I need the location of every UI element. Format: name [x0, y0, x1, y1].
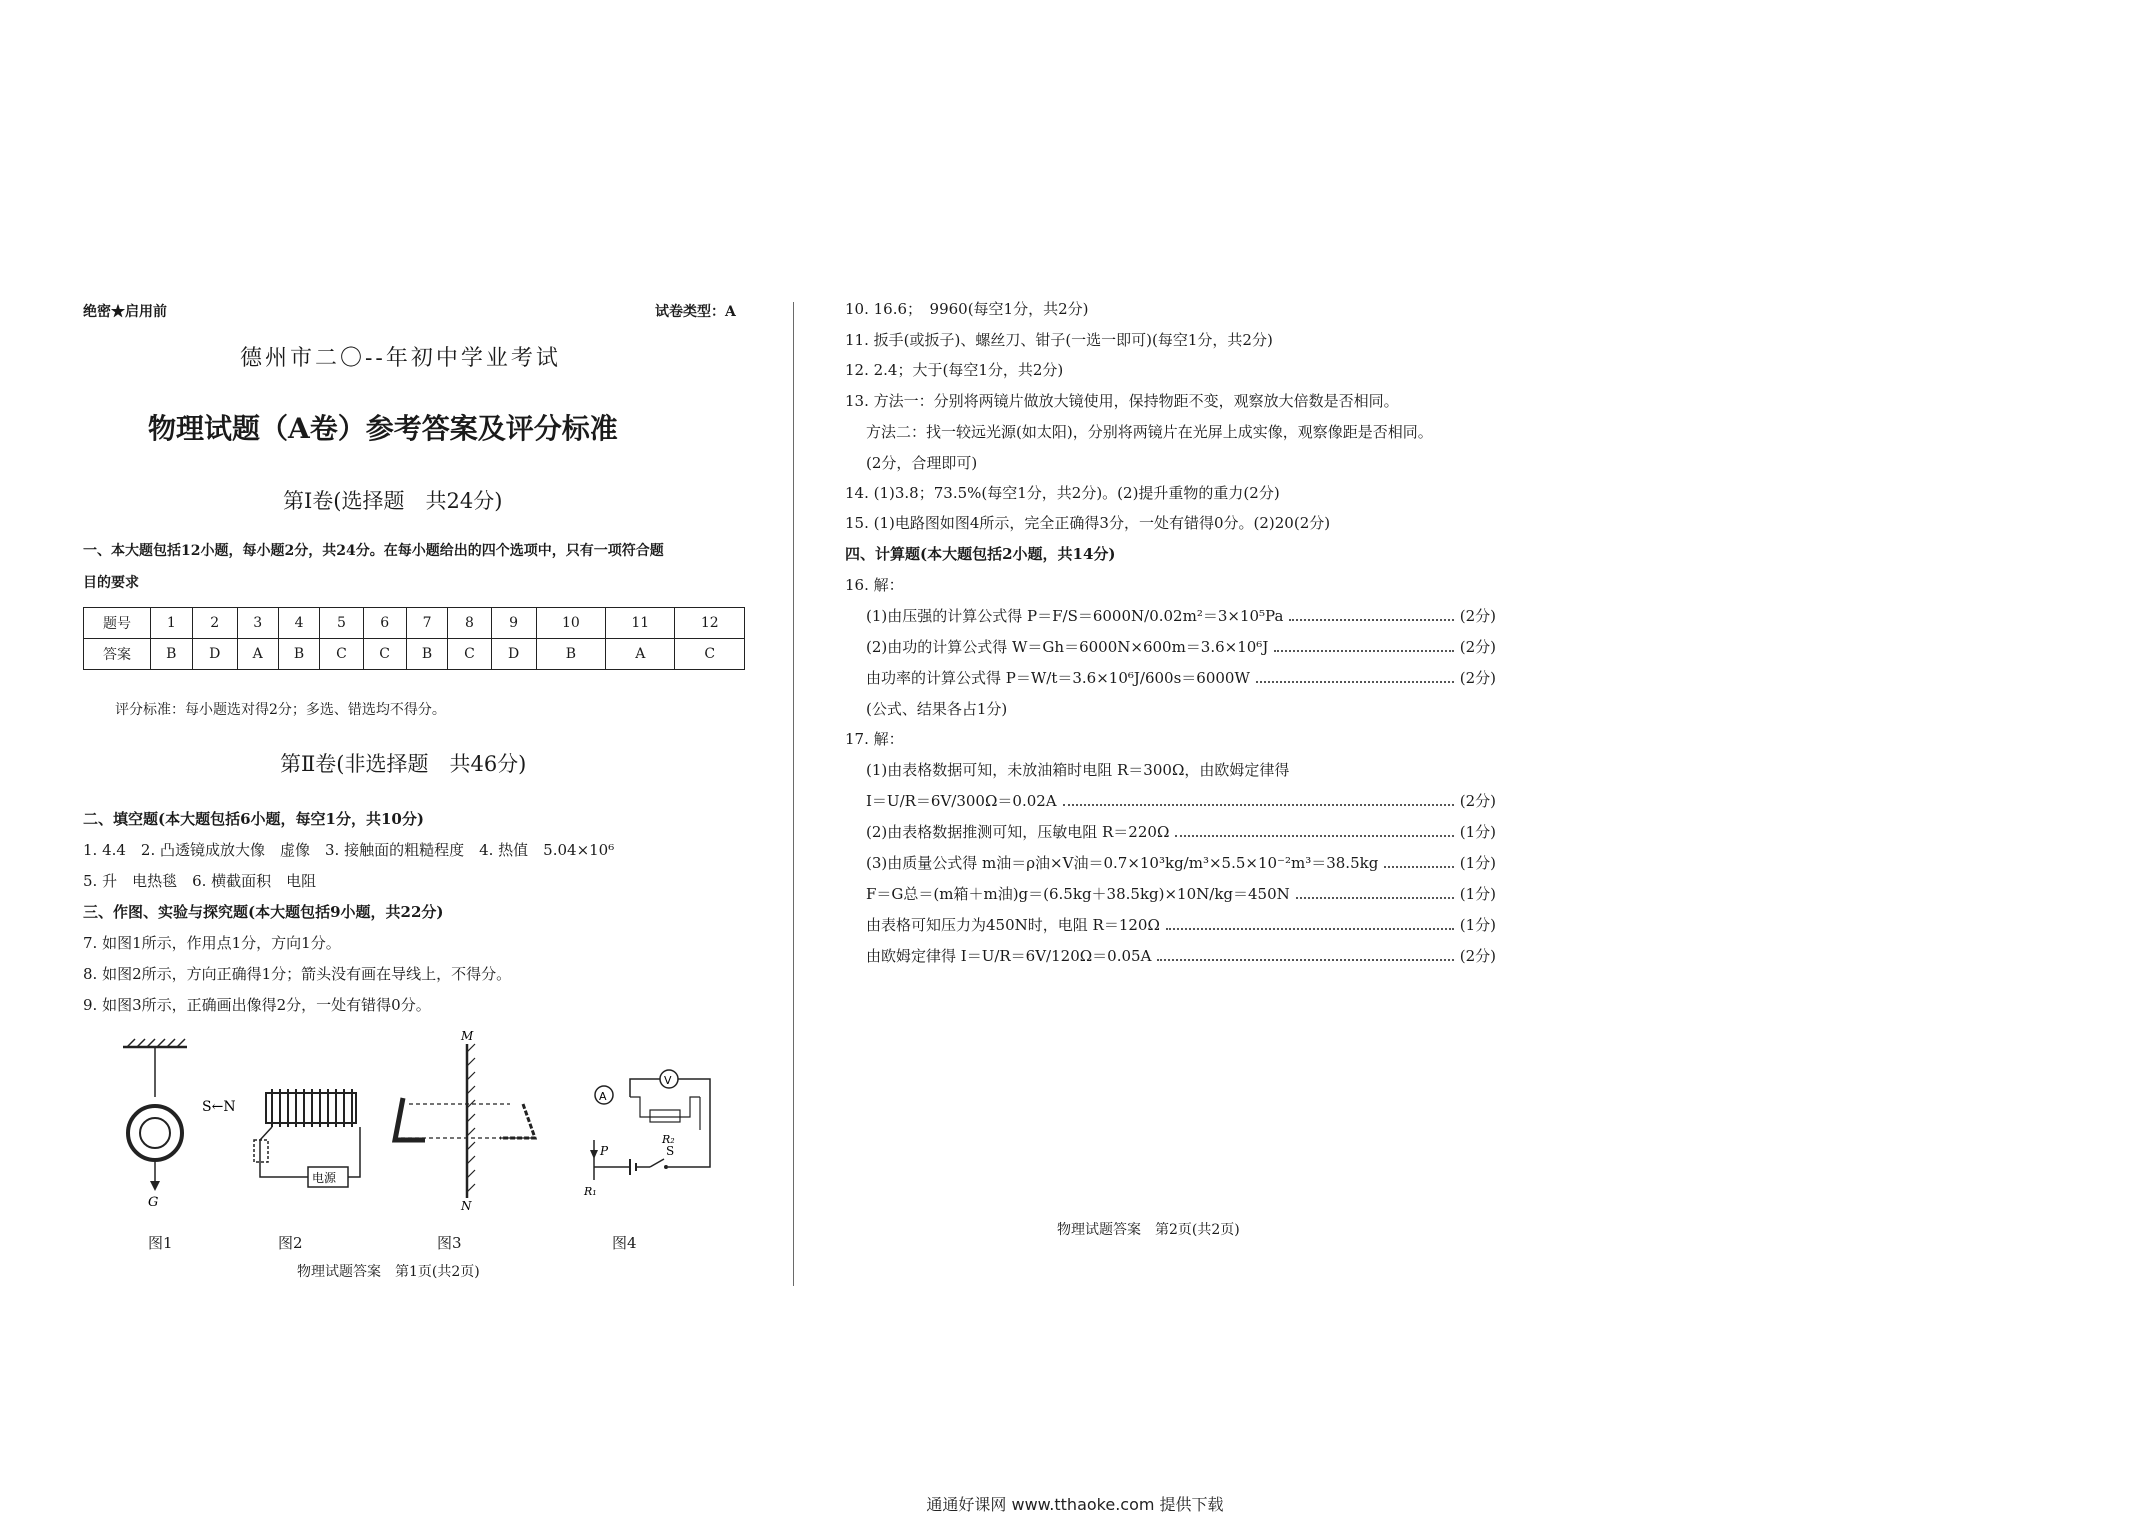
q16-step: [866, 668, 1496, 689]
table-row: [84, 639, 745, 670]
q17-step: [866, 946, 1496, 967]
table-cell: A: [606, 639, 675, 670]
answer-line-13b: 方法二：找一较远光源(如太阳)，分别将两镜片在光屏上成实像，观察像距是否相同。: [866, 423, 1433, 441]
q16-heading: 16. 解：: [845, 576, 904, 594]
table-cell: B: [151, 639, 193, 670]
step-text: (3)由质量公式得 m油＝ρ油×V油＝0.7×10³kg/m³×5.5×10⁻²m³＝38.5kg: [866, 854, 1379, 872]
table-cell: 1: [151, 608, 193, 639]
figure-4-circuit: [580, 1055, 730, 1200]
step-score: (1分): [1459, 916, 1496, 934]
step-text: 由欧姆定律得 I＝U/R＝6V/120Ω＝0.05A: [866, 947, 1152, 965]
table-cell: C: [448, 639, 491, 670]
fig3-caption: 图3: [437, 1234, 462, 1252]
figure-2-coil: [200, 1085, 375, 1195]
step-text: (1)由压强的计算公式得 P＝F/S＝6000N/0.02m²＝3×10⁵Pa: [866, 607, 1284, 625]
answer-line: 9. 如图3所示，正确画出像得2分，一处有错得0分。: [83, 996, 431, 1014]
table-cell: B: [406, 639, 448, 670]
step-score: (2分): [1459, 792, 1496, 810]
step-text: 由功率的计算公式得 P＝W/t＝3.6×10⁶J/600s＝6000W: [866, 669, 1250, 687]
fig4-s-label: S: [666, 1144, 675, 1158]
q17-heading: 17. 解：: [845, 730, 904, 748]
table-cell: C: [675, 639, 745, 670]
fig2-caption: 图2: [278, 1234, 303, 1252]
table-cell: D: [491, 639, 536, 670]
table-cell: A: [237, 639, 278, 670]
fig4-caption: 图4: [612, 1234, 637, 1252]
scoring-note: 评分标准：每小题选对得2分；多选、错选均不得分。: [115, 702, 446, 718]
table-cell: C: [320, 639, 363, 670]
answer-line: 7. 如图1所示，作用点1分，方向1分。: [83, 934, 341, 952]
step-text: (2)由功的计算公式得 W＝Gh＝6000N×600m＝3.6×10⁶J: [866, 638, 1269, 656]
fig2-power-label: 电源: [312, 1171, 337, 1185]
fig2-sn-label: S←N: [202, 1099, 236, 1115]
table-cell: 7: [406, 608, 448, 639]
q17-step: [866, 822, 1496, 843]
step-score: (2分): [1459, 638, 1496, 656]
step-text: 由表格可知压力为450N时，电阻 R＝120Ω: [866, 916, 1160, 934]
answer-table: [83, 607, 745, 670]
q17-step: [866, 915, 1496, 936]
q17-step: [866, 853, 1496, 874]
table-cell: B: [278, 639, 320, 670]
answer-line-13c: (2分，合理即可): [866, 454, 978, 472]
section1-line1: 一、本大题包括12小题，每小题2分，共24分。在每小题给出的四个选项中，只有一项符合题: [83, 543, 664, 559]
section3-heading: 三、作图、实验与探究题(本大题包括9小题，共22分): [83, 903, 444, 921]
answer-line-14: 14. (1)3.8；73.5%(每空1分，共2分)。(2)提升重物的重力(2分): [845, 484, 1280, 502]
table-cell: B: [536, 639, 605, 670]
step-score: (1分): [1459, 854, 1496, 872]
q16-step: [866, 637, 1496, 658]
fig1-g-label: G: [148, 1195, 159, 1210]
answer-line-12: 12. 2.4；大于(每空1分，共2分): [845, 361, 1064, 379]
table-cell: 4: [278, 608, 320, 639]
figure-1-pendulum: [115, 1035, 195, 1210]
section4-heading: 四、计算题(本大题包括2小题，共14分): [845, 545, 1116, 563]
table-header-cell: 题号: [84, 608, 151, 639]
answer-line: 8. 如图2所示，方向正确得1分；箭头没有画在导线上，不得分。: [83, 965, 512, 983]
header-right: 试卷类型：A: [655, 304, 736, 320]
fig4-p-label: P: [600, 1144, 609, 1158]
figure-3-mirror: [385, 1028, 550, 1213]
table-header-cell: 答案: [84, 639, 151, 670]
step-score: (2分): [1459, 669, 1496, 687]
q17-intro: (1)由表格数据可知，未放油箱时电阻 R＝300Ω，由欧姆定律得: [866, 761, 1290, 779]
answer-line: 5. 升 电热毯 6. 横截面积 电阻: [83, 872, 317, 890]
fig4-voltmeter-label: V: [664, 1074, 672, 1087]
page-divider: [793, 302, 794, 1286]
site-footer: 通通好课网 www.tthaoke.com 提供下载: [926, 1495, 1224, 1514]
exam-line: 德州市二〇--年初中学业考试: [240, 346, 561, 371]
fig4-r2-label: R₂: [662, 1133, 675, 1146]
table-cell: 3: [237, 608, 278, 639]
table-cell: 2: [192, 608, 237, 639]
step-score: (1分): [1459, 823, 1496, 841]
table-cell: 8: [448, 608, 491, 639]
table-row: [84, 608, 745, 639]
step-text: F＝G总＝(m箱＋m油)g＝(6.5kg＋38.5kg)×10N/kg＝450N: [866, 885, 1290, 903]
table-cell: 6: [363, 608, 406, 639]
header-left: 绝密★启用前: [83, 304, 167, 320]
fig3-n-label: N: [461, 1199, 472, 1213]
table-cell: 5: [320, 608, 363, 639]
step-text: (2)由表格数据推测可知，压敏电阻 R＝220Ω: [866, 823, 1170, 841]
q17-step: [866, 884, 1496, 905]
part2-heading: 第Ⅱ卷(非选择题 共46分): [280, 752, 527, 776]
table-cell: D: [192, 639, 237, 670]
part1-heading: 第Ⅰ卷(选择题 共24分): [283, 489, 503, 513]
left-page-footer: 物理试题答案 第1页(共2页): [297, 1264, 480, 1280]
fig4-r1-label: R₁: [584, 1185, 597, 1198]
answer-line-11: 11. 扳手(或扳子)、螺丝刀、钳子(一选一即可)(每空1分，共2分): [845, 331, 1273, 349]
step-text: I＝U/R＝6V/300Ω＝0.02A: [866, 792, 1057, 810]
table-cell: 10: [536, 608, 605, 639]
table-cell: C: [363, 639, 406, 670]
q17-step: [866, 791, 1496, 812]
answer-line-13a: 13. 方法一：分别将两镜片做放大镜使用，保持物距不变，观察放大倍数是否相同。: [845, 392, 1399, 410]
main-title: 物理试题（A卷）参考答案及评分标准: [148, 412, 618, 445]
answer-line-15: 15. (1)电路图如图4所示，完全正确得3分，一处有错得0分。(2)20(2分): [845, 514, 1331, 532]
q16-note: (公式、结果各占1分): [866, 700, 1008, 718]
answer-line: 1. 4.4 2. 凸透镜成放大像 虚像 3. 接触面的粗糙程度 4. 热值 5.04×10⁶: [83, 841, 615, 859]
section2-heading: 二、填空题(本大题包括6小题，每空1分，共10分): [83, 810, 424, 828]
fig1-caption: 图1: [148, 1234, 173, 1252]
answer-line-10: 10. 16.6； 9960(每空1分，共2分): [845, 300, 1089, 318]
step-score: (2分): [1459, 607, 1496, 625]
table-cell: 12: [675, 608, 745, 639]
step-score: (1分): [1459, 885, 1496, 903]
section1-line2: 目的要求: [83, 575, 139, 591]
right-page-footer: 物理试题答案 第2页(共2页): [1057, 1222, 1240, 1238]
fig4-ammeter-label: A: [599, 1090, 607, 1103]
table-cell: 9: [491, 608, 536, 639]
step-score: (2分): [1459, 947, 1496, 965]
q16-step: [866, 606, 1496, 627]
table-cell: 11: [606, 608, 675, 639]
fig3-m-label: M: [461, 1029, 474, 1043]
